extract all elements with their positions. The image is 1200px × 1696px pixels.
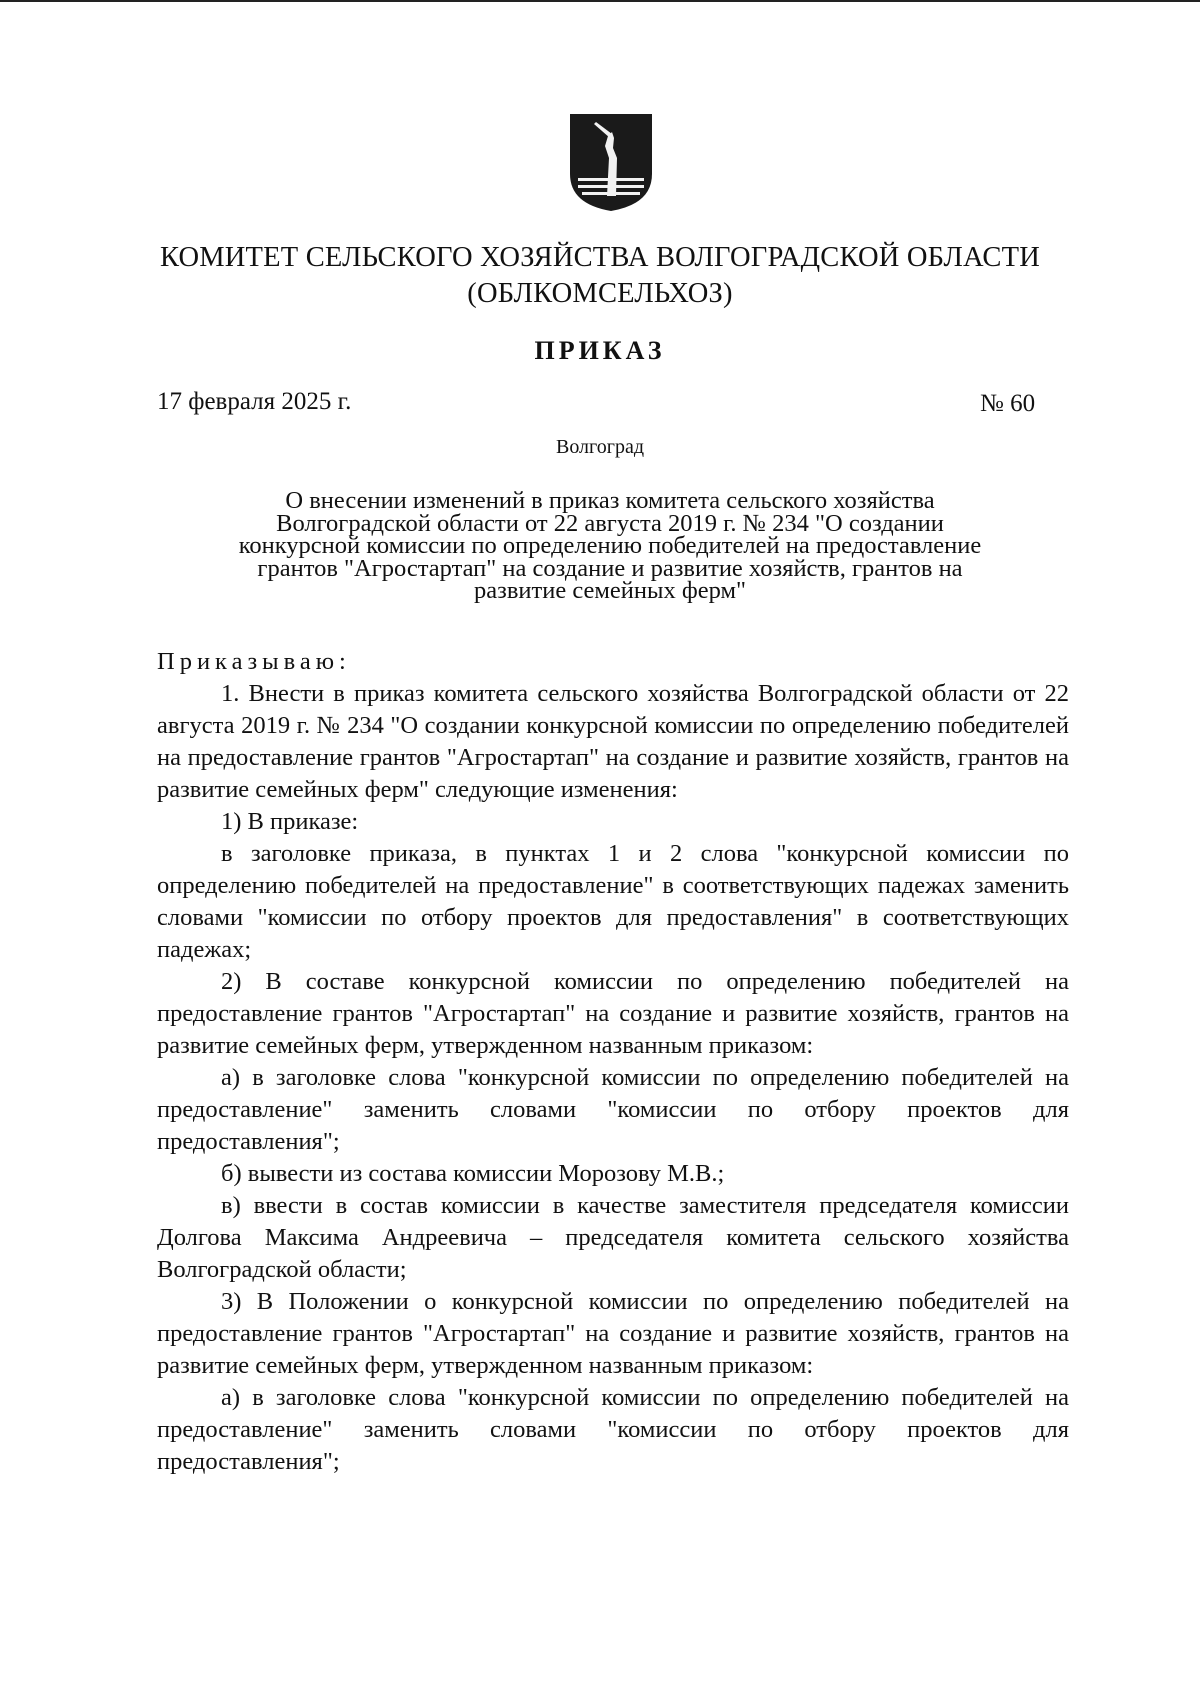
paragraph-1-2: 2) В составе конкурсной комиссии по определению победителей на предоставление грантов "Агростартап" на создание и развитие хозяйств, грантов на развитие семейных ферм, утвержденном названным приказом: [157,968,1069,1059]
paragraph-1-2-a: а) в заголовке слова "конкурсной комиссии по определению победителей на предоставление" заменить словами "комиссии по отбору проектов для предоставления"; [157,1064,1069,1155]
document-date: 17 февраля 2025 г. [157,388,352,415]
organization-short-name: (ОБЛКОМСЕЛЬХОЗ) [467,278,733,309]
subject-line: грантов "Агростартап" на создание и развитие хозяйств, грантов на [257,554,963,582]
document-subject [180,487,1040,604]
document-city: Волгоград [555,436,645,458]
organization-name-line: КОМИТЕТ СЕЛЬСКОГО ХОЗЯЙСТВА ВОЛГОГРАДСКОЙ ОБЛАСТИ [159,242,1041,273]
organization-name [100,240,1100,312]
document-body [157,646,1069,1478]
document-number: № 60 [980,390,1036,417]
paragraph-1-2-b: б) вывести из состава комиссии Морозову М.В.; [221,1160,725,1187]
paragraph-1-3: 3) В Положении о конкурсной комиссии по определению победителей на предоставление грантов "Агростартап" на создание и развитие хозяйств, грантов на развитие семейных ферм, утвержденном названным приказом: [157,1288,1069,1379]
volgograd-coat-of-arms-icon [568,112,654,212]
subject-line: Волгоградской области от 22 августа 2019 г. № 234 "О создании [276,509,944,537]
subject-line: О внесении изменений в приказ комитета сельского хозяйства [285,487,935,514]
paragraph-1-1: 1) В приказе: [221,808,359,835]
paragraph-1: 1. Внести в приказ комитета сельского хозяйства Волгоградской области от 22 августа 2019 г. № 234 "О создании конкурсной комиссии по определению победителей на предоставление грантов "Агростартап" на создание и развитие хозяйств, грантов на развитие семейных ферм" следующие изменения: [157,680,1069,803]
document-type: ПРИКАЗ [534,336,666,365]
paragraph-1-2-c: в) ввести в состав комиссии в качестве заместителя председателя комиссии Долгова Максима Андреевича – председателя комитета сельского хозяйства Волгоградской области; [157,1192,1069,1283]
paragraph-1-3-a: а) в заголовке слова "конкурсной комиссии по определению победителей на предоставление" заменить словами "комиссии по отбору проектов для предоставления"; [157,1384,1069,1475]
paragraph-1-1-text: в заголовке приказа, в пунктах 1 и 2 слова "конкурсной комиссии по определению победителей на предоставление" в соответствующих падежах заменить словами "комиссии по отбору проектов для предоставления" в соответствующих падежах; [157,840,1069,963]
scan-top-edge [0,0,1200,2]
subject-line: конкурсной комиссии по определению победителей на предоставление [238,532,982,559]
order-lead: Приказываю: [157,648,351,675]
subject-line: развитие семейных ферм" [474,577,746,604]
